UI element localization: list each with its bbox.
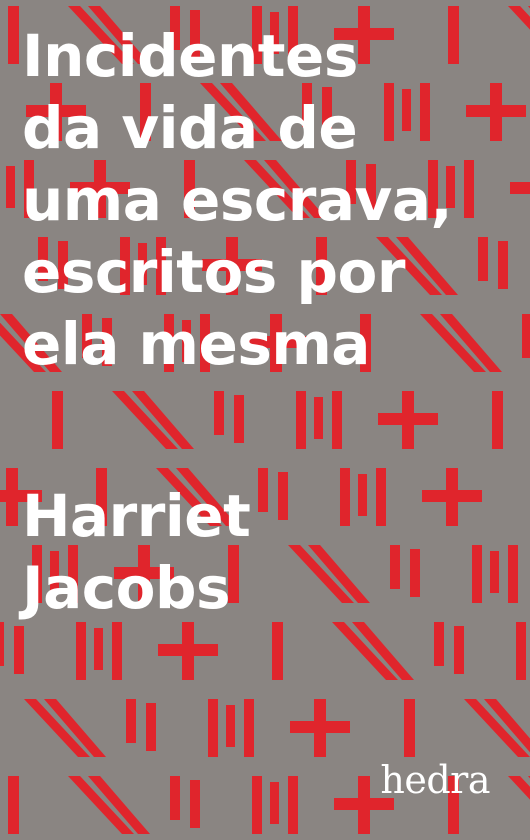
pattern-glyph	[404, 699, 415, 757]
pattern-glyph	[464, 699, 530, 757]
book-title	[22, 20, 527, 380]
pattern-glyph	[290, 699, 350, 757]
title-line: escritos por	[22, 238, 405, 306]
pattern-glyph	[508, 776, 530, 834]
pattern-glyph	[52, 391, 63, 449]
pattern-glyph	[112, 391, 194, 449]
pattern-glyph	[378, 391, 438, 449]
pattern-glyph	[8, 6, 19, 64]
pattern-glyph	[422, 468, 482, 526]
pattern-glyph	[296, 391, 342, 449]
pattern-glyph	[332, 622, 414, 680]
pattern-glyph	[68, 776, 150, 834]
title-line: ela mesma	[22, 310, 370, 378]
pattern-glyph	[472, 545, 518, 603]
author-line: Jacobs	[22, 554, 230, 622]
pattern-glyph	[24, 699, 106, 757]
author-line: Harriet	[22, 482, 251, 550]
publisher-logo: hedra	[380, 758, 490, 802]
title-line: Incidentes	[22, 22, 358, 90]
book-author	[22, 480, 250, 624]
pattern-glyph	[214, 391, 244, 443]
pattern-glyph	[8, 776, 19, 834]
pattern-glyph	[0, 622, 24, 674]
pattern-glyph	[252, 776, 298, 834]
pattern-glyph	[516, 622, 530, 680]
pattern-glyph	[272, 622, 283, 680]
title-line: da vida de	[22, 94, 358, 162]
pattern-glyph	[76, 622, 122, 680]
pattern-glyph	[390, 545, 420, 597]
title-line: uma escrava,	[22, 166, 453, 234]
pattern-glyph	[288, 545, 370, 603]
pattern-glyph	[340, 468, 386, 526]
pattern-glyph	[126, 699, 156, 751]
pattern-glyph	[258, 468, 288, 520]
pattern-glyph	[492, 391, 503, 449]
pattern-glyph	[434, 622, 464, 674]
pattern-glyph	[208, 699, 254, 757]
pattern-glyph	[158, 622, 218, 680]
pattern-glyph	[170, 776, 200, 828]
